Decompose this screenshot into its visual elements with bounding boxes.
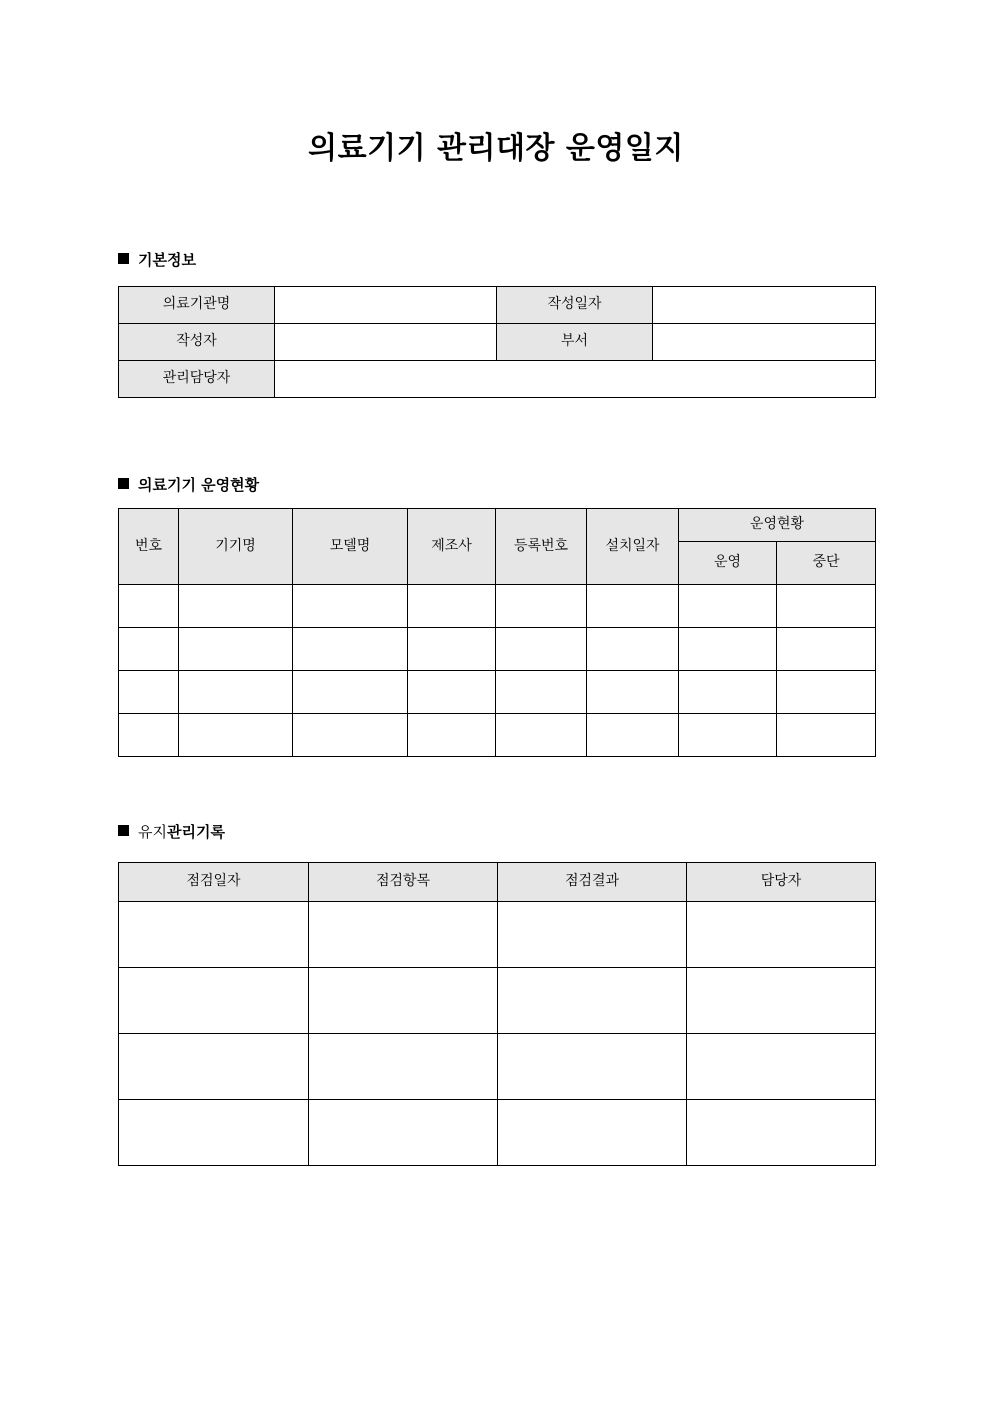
cell-device-name[interactable]	[179, 714, 293, 757]
field-label-department: 부서	[497, 324, 653, 361]
cell-registration-no[interactable]	[496, 628, 587, 671]
field-label-institution-name: 의료기관명	[119, 287, 275, 324]
table-row	[119, 714, 876, 757]
cell-inspection-result[interactable]	[498, 968, 687, 1034]
cell-stopped[interactable]	[777, 628, 876, 671]
cell-no[interactable]	[119, 714, 179, 757]
cell-person-in-charge[interactable]	[687, 902, 876, 968]
cell-device-name[interactable]	[179, 671, 293, 714]
column-header-device-name: 기기명	[179, 509, 293, 585]
column-header-manufacturer: 제조사	[408, 509, 496, 585]
table-row	[119, 902, 876, 968]
field-value-manager[interactable]	[275, 361, 876, 398]
table-row	[119, 1034, 876, 1100]
table-row	[119, 968, 876, 1034]
section-heading-maintenance-record-label: 관리기록	[166, 823, 225, 841]
table-row	[119, 1100, 876, 1166]
cell-install-date[interactable]	[587, 628, 679, 671]
column-header-install-date: 설치일자	[587, 509, 679, 585]
cell-device-name[interactable]	[179, 628, 293, 671]
square-bullet-icon	[118, 478, 129, 489]
column-header-inspection-item: 점검항목	[309, 863, 498, 902]
cell-install-date[interactable]	[587, 714, 679, 757]
cell-inspection-item[interactable]	[309, 902, 498, 968]
cell-device-name[interactable]	[179, 585, 293, 628]
cell-install-date[interactable]	[587, 585, 679, 628]
cell-running[interactable]	[679, 671, 777, 714]
cell-person-in-charge[interactable]	[687, 1034, 876, 1100]
cell-registration-no[interactable]	[496, 714, 587, 757]
column-header-group-operation-status: 운영현황	[679, 509, 876, 542]
square-bullet-icon	[118, 253, 129, 264]
cell-inspection-date[interactable]	[119, 902, 309, 968]
page-title: 의료기기 관리대장 운영일지	[308, 131, 684, 166]
section-heading-maintenance-record-lead: 유지	[138, 823, 167, 841]
cell-manufacturer[interactable]	[408, 628, 496, 671]
section-heading-maintenance-record	[118, 823, 225, 841]
cell-person-in-charge[interactable]	[687, 968, 876, 1034]
table-row	[119, 361, 876, 398]
column-header-inspection-result: 점검결과	[498, 863, 687, 902]
cell-model-name[interactable]	[293, 671, 408, 714]
cell-registration-no[interactable]	[496, 585, 587, 628]
cell-inspection-result[interactable]	[498, 902, 687, 968]
maintenance-record-table	[118, 862, 876, 1166]
column-header-model-name: 모델명	[293, 509, 408, 585]
table-row	[119, 628, 876, 671]
cell-inspection-result[interactable]	[498, 1034, 687, 1100]
field-value-department[interactable]	[653, 324, 876, 361]
cell-inspection-item[interactable]	[309, 1034, 498, 1100]
section-heading-operation-status	[118, 476, 259, 494]
cell-install-date[interactable]	[587, 671, 679, 714]
cell-inspection-item[interactable]	[309, 1100, 498, 1166]
field-label-manager: 관리담당자	[119, 361, 275, 398]
square-bullet-icon	[118, 825, 129, 836]
table-row	[119, 324, 876, 361]
table-row	[119, 585, 876, 628]
cell-running[interactable]	[679, 714, 777, 757]
basic-info-table	[118, 286, 876, 398]
cell-inspection-item[interactable]	[309, 968, 498, 1034]
cell-model-name[interactable]	[293, 628, 408, 671]
cell-stopped[interactable]	[777, 714, 876, 757]
section-heading-basic-info	[118, 251, 196, 269]
cell-running[interactable]	[679, 628, 777, 671]
table-row	[119, 671, 876, 714]
cell-manufacturer[interactable]	[408, 671, 496, 714]
field-value-institution-name[interactable]	[275, 287, 497, 324]
cell-stopped[interactable]	[777, 585, 876, 628]
cell-person-in-charge[interactable]	[687, 1100, 876, 1166]
cell-stopped[interactable]	[777, 671, 876, 714]
section-heading-operation-status-label: 의료기기 운영현황	[138, 476, 260, 494]
cell-model-name[interactable]	[293, 714, 408, 757]
column-header-stopped: 중단	[777, 542, 876, 585]
operation-status-table	[118, 508, 876, 757]
cell-no[interactable]	[119, 671, 179, 714]
cell-no[interactable]	[119, 585, 179, 628]
cell-registration-no[interactable]	[496, 671, 587, 714]
table-header-row	[119, 509, 876, 542]
section-heading-basic-info-label: 기본정보	[138, 251, 196, 269]
cell-model-name[interactable]	[293, 585, 408, 628]
column-header-registration-no: 등록번호	[496, 509, 587, 585]
field-value-written-date[interactable]	[653, 287, 876, 324]
cell-inspection-date[interactable]	[119, 1100, 309, 1166]
cell-no[interactable]	[119, 628, 179, 671]
column-header-person-in-charge: 담당자	[687, 863, 876, 902]
field-value-author[interactable]	[275, 324, 497, 361]
column-header-running: 운영	[679, 542, 777, 585]
cell-running[interactable]	[679, 585, 777, 628]
cell-manufacturer[interactable]	[408, 714, 496, 757]
column-header-no: 번호	[119, 509, 179, 585]
column-header-inspection-date: 점검일자	[119, 863, 309, 902]
table-header-row	[119, 863, 876, 902]
field-label-written-date: 작성일자	[497, 287, 653, 324]
field-label-author: 작성자	[119, 324, 275, 361]
table-row	[119, 287, 876, 324]
cell-inspection-result[interactable]	[498, 1100, 687, 1166]
cell-inspection-date[interactable]	[119, 968, 309, 1034]
cell-manufacturer[interactable]	[408, 585, 496, 628]
cell-inspection-date[interactable]	[119, 1034, 309, 1100]
